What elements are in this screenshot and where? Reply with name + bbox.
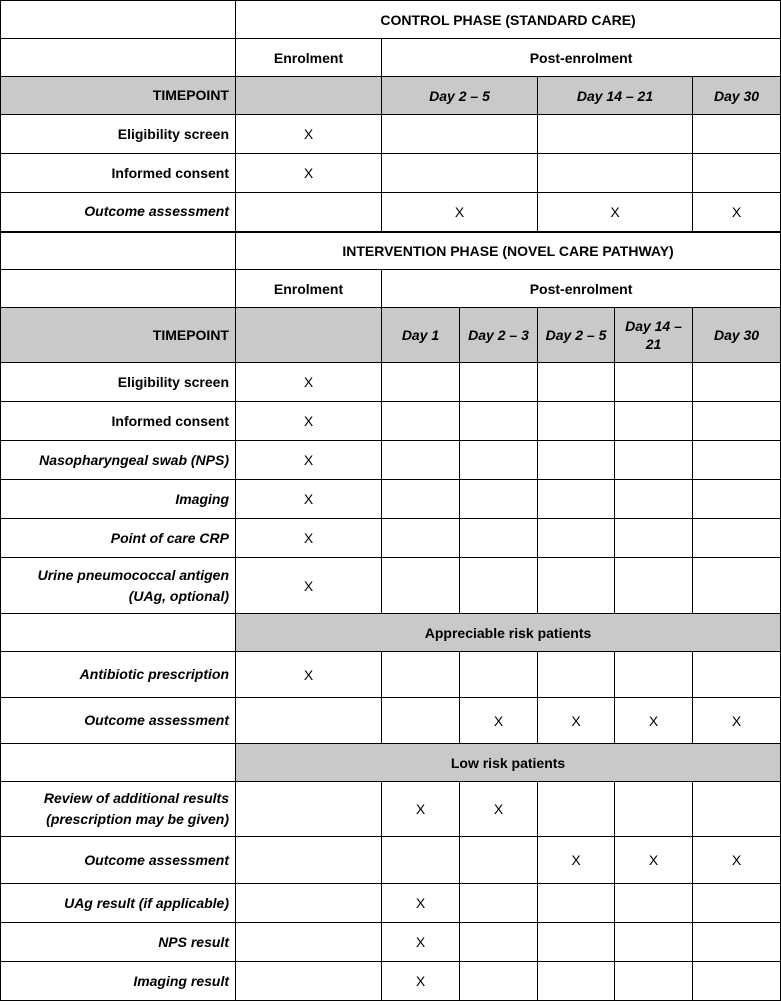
schedule-mark: X (236, 363, 382, 402)
schedule-mark (538, 441, 615, 480)
activity-label (1, 782, 236, 837)
table-row (1, 154, 781, 193)
control-day-header: Day 30 (693, 77, 781, 115)
intervention-day-header: Day 14 – 21 (615, 308, 693, 363)
activity-label: Antibiotic prescription (1, 652, 236, 698)
activity-label-line: (UAg, optional) (128, 587, 229, 604)
schedule-mark (693, 519, 781, 558)
schedule-mark (615, 480, 693, 519)
schedule-mark (538, 115, 693, 154)
table-row (1, 923, 781, 962)
schedule-mark (615, 962, 693, 1001)
schedule-mark (382, 519, 460, 558)
schedule-mark: X (538, 837, 615, 884)
table-row (1, 193, 781, 232)
schedule-mark (382, 652, 460, 698)
schedule-mark (382, 115, 538, 154)
schedule-mark (538, 884, 615, 923)
activity-label: Eligibility screen (1, 363, 236, 402)
table-row (1, 962, 781, 1001)
schedule-mark (538, 519, 615, 558)
schedule-mark (460, 652, 538, 698)
schedule-mark (236, 698, 382, 744)
control-timepoint-row (1, 77, 781, 115)
schedule-mark (460, 923, 538, 962)
schedule-mark (693, 441, 781, 480)
schedule-mark: X (382, 923, 460, 962)
schedule-mark: X (382, 962, 460, 1001)
schedule-mark (615, 923, 693, 962)
schedule-mark (236, 884, 382, 923)
schedule-mark (538, 652, 615, 698)
activity-label: Point of care CRP (1, 519, 236, 558)
schedule-mark: X (460, 782, 538, 837)
schedule-mark: X (236, 519, 382, 558)
appreciable-risk-header-row (1, 614, 781, 652)
schedule-mark (236, 923, 382, 962)
schedule-mark (693, 923, 781, 962)
schedule-mark (693, 480, 781, 519)
schedule-mark (693, 363, 781, 402)
appreciable-risk-title: Appreciable risk patients (236, 614, 781, 652)
table-row (1, 698, 781, 744)
blank-cell (1, 270, 236, 308)
activity-label-line: Urine pneumococcal antigen (37, 566, 229, 583)
schedule-mark: X (460, 698, 538, 744)
gray-cell (236, 308, 382, 363)
activity-label: Outcome assessment (1, 837, 236, 884)
schedule-mark (615, 441, 693, 480)
intervention-day-header: Day 2 – 3 (460, 308, 538, 363)
table-row (1, 884, 781, 923)
schedule-mark: X (236, 115, 382, 154)
table-row (1, 837, 781, 884)
schedule-mark: X (693, 698, 781, 744)
table-row (1, 115, 781, 154)
activity-label: Imaging result (1, 962, 236, 1001)
intervention-title-row (1, 232, 781, 270)
control-period-row (1, 39, 781, 77)
intervention-post-enrolment-header: Post-enrolment (382, 270, 781, 308)
control-title-row (1, 1, 781, 39)
intervention-period-row (1, 270, 781, 308)
schedule-mark: X (693, 837, 781, 884)
low-risk-title: Low risk patients (236, 744, 781, 782)
schedule-mark (538, 923, 615, 962)
activity-label: Informed consent (1, 402, 236, 441)
schedule-mark (538, 154, 693, 193)
schedule-mark (382, 441, 460, 480)
schedule-mark: X (236, 558, 382, 614)
schedule-mark (538, 480, 615, 519)
schedule-mark (382, 363, 460, 402)
schedule-mark (382, 558, 460, 614)
schedule-mark (693, 782, 781, 837)
schedule-mark (615, 884, 693, 923)
schedule-mark: X (538, 193, 693, 232)
schedule-mark: X (382, 884, 460, 923)
schedule-mark (615, 782, 693, 837)
schedule-mark (538, 782, 615, 837)
table-row (1, 480, 781, 519)
intervention-day-header: Day 2 – 5 (538, 308, 615, 363)
schedule-mark: X (382, 782, 460, 837)
schedule-mark: X (615, 837, 693, 884)
activity-label: Nasopharyngeal swab (NPS) (1, 441, 236, 480)
intervention-day-header: Day 30 (693, 308, 781, 363)
schedule-mark (382, 698, 460, 744)
table-row (1, 402, 781, 441)
activity-label: Imaging (1, 480, 236, 519)
intervention-timepoint-label: TIMEPOINT (1, 308, 236, 363)
schedule-mark (615, 558, 693, 614)
schedule-mark (693, 558, 781, 614)
schedule-mark (236, 837, 382, 884)
activity-label (1, 558, 236, 614)
schedule-mark (236, 193, 382, 232)
activity-label-line: Review of additional results (43, 790, 229, 806)
schedule-mark (538, 402, 615, 441)
schedule-mark: X (236, 154, 382, 193)
schedule-mark (460, 363, 538, 402)
table-row (1, 558, 781, 614)
schedule-mark (615, 402, 693, 441)
table-row (1, 519, 781, 558)
control-phase-title: CONTROL PHASE (STANDARD CARE) (236, 1, 781, 39)
schedule-mark: X (382, 193, 538, 232)
schedule-mark (460, 837, 538, 884)
table-row (1, 652, 781, 698)
schedule-mark: X (236, 441, 382, 480)
table-row (1, 363, 781, 402)
schedule-mark (382, 154, 538, 193)
schedule-mark (615, 363, 693, 402)
schedule-mark (236, 962, 382, 1001)
schedule-mark: X (236, 480, 382, 519)
schedule-mark (615, 519, 693, 558)
schedule-mark: X (615, 698, 693, 744)
table-row (1, 441, 781, 480)
schedule-mark (460, 558, 538, 614)
schedule-mark (615, 652, 693, 698)
control-timepoint-label: TIMEPOINT (1, 77, 236, 115)
activity-label: Outcome assessment (1, 193, 236, 232)
schedule-mark: X (236, 402, 382, 441)
control-enrolment-header: Enrolment (236, 39, 382, 77)
control-day-header: Day 2 – 5 (382, 77, 538, 115)
schedule-mark (693, 652, 781, 698)
schedule-mark: X (693, 193, 781, 232)
activity-label: Outcome assessment (1, 698, 236, 744)
table-row (1, 782, 781, 837)
schedule-mark (693, 402, 781, 441)
schedule-mark (460, 441, 538, 480)
schedule-mark (538, 962, 615, 1001)
schedule-mark (693, 115, 781, 154)
schedule-mark (693, 962, 781, 1001)
activity-label: Eligibility screen (1, 115, 236, 154)
schedule-mark (460, 402, 538, 441)
schedule-mark (382, 480, 460, 519)
schedule-mark (460, 519, 538, 558)
blank-cell (1, 1, 236, 39)
schedule-mark: X (236, 652, 382, 698)
blank-cell (1, 39, 236, 77)
intervention-phase-title: INTERVENTION PHASE (NOVEL CARE PATHWAY) (236, 232, 781, 270)
intervention-day-header: Day 1 (382, 308, 460, 363)
intervention-enrolment-header: Enrolment (236, 270, 382, 308)
schedule-mark (460, 962, 538, 1001)
control-day-header: Day 14 – 21 (538, 77, 693, 115)
schedule-mark (693, 884, 781, 923)
activity-label: NPS result (1, 923, 236, 962)
control-post-enrolment-header: Post-enrolment (382, 39, 781, 77)
schedule-mark (382, 402, 460, 441)
schedule-mark: X (538, 698, 615, 744)
blank-cell (1, 744, 236, 782)
activity-label-line: (prescription may be given) (46, 811, 229, 827)
activity-label: Informed consent (1, 154, 236, 193)
schedule-mark (236, 782, 382, 837)
schedule-mark (538, 363, 615, 402)
intervention-timepoint-row (1, 308, 781, 363)
schedule-mark (382, 837, 460, 884)
blank-cell (1, 232, 236, 270)
schedule-mark (538, 558, 615, 614)
gray-cell (236, 77, 382, 115)
schedule-mark (460, 480, 538, 519)
low-risk-header-row (1, 744, 781, 782)
activity-label: UAg result (if applicable) (1, 884, 236, 923)
schedule-mark (693, 154, 781, 193)
blank-cell (1, 614, 236, 652)
schedule-mark (460, 884, 538, 923)
